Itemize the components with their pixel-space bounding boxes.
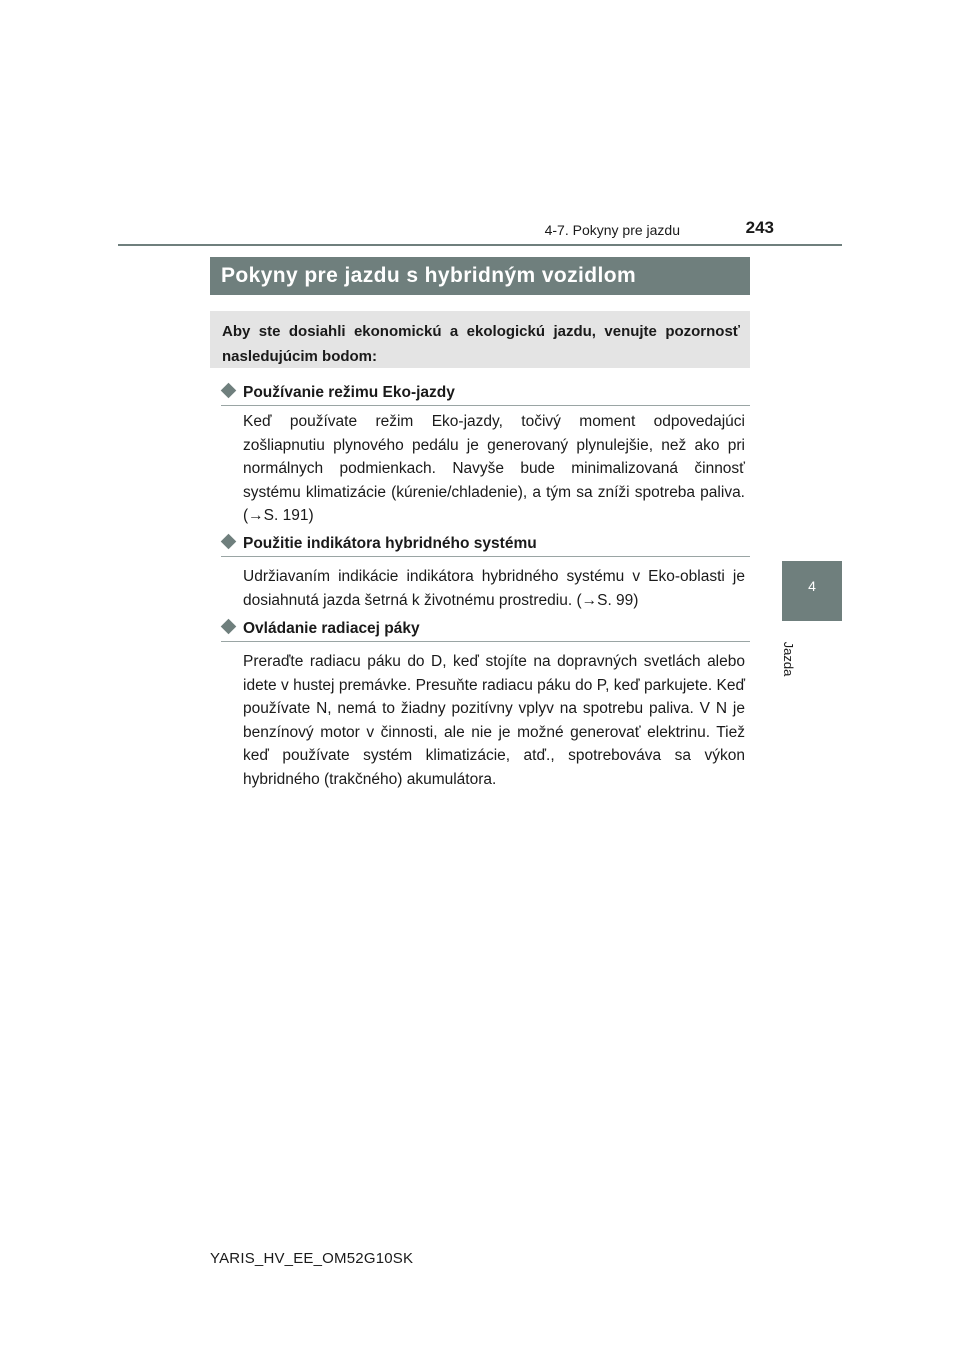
page-number: 243 — [745, 218, 774, 237]
diamond-icon — [221, 383, 237, 399]
section-heading-text: Použitie indikátora hybridného systému — [243, 535, 537, 552]
diamond-icon — [221, 534, 237, 550]
chapter-number: 4 — [808, 578, 816, 594]
section-heading-eco-mode — [221, 382, 750, 404]
section-body-hybrid-indicator: Udržiavaním indikácie indikátora hybridného systému v Eko-oblasti je dosiahnutá jazda šetrná k životnému prostrediu. (→S. 99) — [243, 568, 745, 609]
header-divider — [118, 244, 842, 246]
diamond-icon — [221, 619, 237, 635]
intro-text: Aby ste dosiahli ekonomickú a ekologickú jazdu, venujte pozornosť nasledujúcim bodom: — [222, 323, 740, 365]
document-code: YARIS_HV_EE_OM52G10SK — [210, 1250, 414, 1267]
section-divider — [221, 641, 750, 642]
section-reference: 4-7. Pokyny pre jazdu — [544, 222, 680, 238]
section-heading-shift-lever — [221, 618, 750, 640]
section-heading-text: Ovládanie radiacej páky — [243, 620, 420, 637]
chapter-label: Jazda — [781, 641, 796, 677]
page-title: Pokyny pre jazdu s hybridným vozidlom — [210, 257, 750, 295]
section-divider — [221, 556, 750, 557]
section-body-eco-mode: Keď používate režim Eko-jazdy, točivý moment odpovedajúci zošliapnutiu plynového pedálu je generovaný plynulejšie, než ako pri normálnych podmienkach. Navyše bude minimalizovaná činnosť systému klimatizácie (kúrenie/chladenie), a tým sa zníži spotreba paliva. (→S. 191) — [243, 413, 745, 524]
section-heading-text: Používanie režimu Eko-jazdy — [243, 384, 455, 401]
intro-box — [210, 311, 750, 368]
section-divider — [221, 405, 750, 406]
section-body-shift-lever: Preraďte radiacu páku do D, keď stojíte na dopravných svetlách alebo idete v hustej premávke. Presuňte radiacu páku do P, keď parkujete. Keď používate N, nemá to žiadny pozitívny vplyv na spotrebu paliva. V N je benzínový motor v činnosti, ale nie je možné generovať elektrinu. Tiež keď používate systém klimatizácie, atď., spotrebováva sa výkon hybridného (trakčného) akumulátora. — [243, 653, 745, 788]
section-heading-hybrid-indicator — [221, 533, 750, 555]
